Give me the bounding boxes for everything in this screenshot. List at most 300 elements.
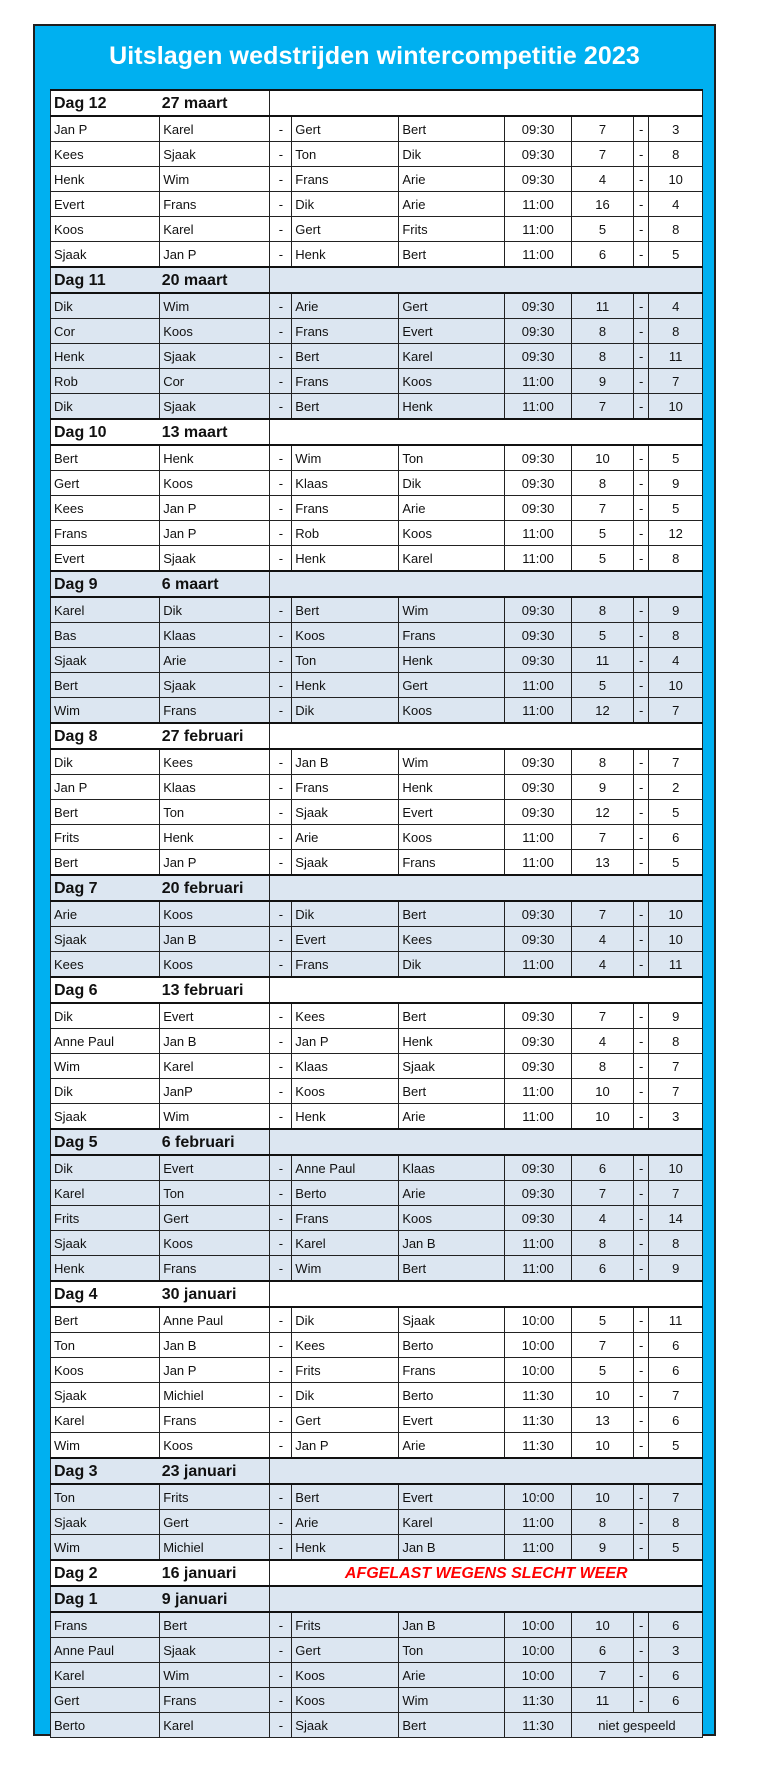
match-time: 11:00 (505, 1104, 572, 1130)
away-score: 11 (649, 344, 703, 369)
away-score: 12 (649, 521, 703, 546)
match-row (51, 1256, 703, 1282)
versus-dash: - (270, 1383, 292, 1408)
versus-dash: - (270, 394, 292, 420)
versus-dash: - (270, 648, 292, 673)
away-player-2: Berto (399, 1383, 505, 1408)
away-player-2: Bert (399, 116, 505, 142)
home-score: 7 (571, 394, 633, 420)
home-score: 10 (571, 1104, 633, 1130)
home-score: 11 (571, 648, 633, 673)
away-score: 6 (649, 1408, 703, 1433)
score-separator: - (634, 1383, 649, 1408)
home-player-2: Frans (160, 698, 270, 724)
match-row (51, 1307, 703, 1333)
away-player-1: Frits (292, 1612, 399, 1638)
versus-dash: - (270, 1638, 292, 1663)
score-separator: - (634, 471, 649, 496)
match-row (51, 648, 703, 673)
match-row (51, 673, 703, 698)
away-player-1: Anne Paul (292, 1155, 399, 1181)
home-player-2: Michiel (160, 1535, 270, 1561)
versus-dash: - (270, 1535, 292, 1561)
home-player-1: Gert (51, 1688, 160, 1713)
home-score: 7 (571, 825, 633, 850)
versus-dash: - (270, 344, 292, 369)
match-time: 09:30 (505, 901, 572, 927)
away-score: 3 (649, 116, 703, 142)
home-player-1: Kees (51, 952, 160, 978)
match-row (51, 293, 703, 319)
away-player-1: Dik (292, 192, 399, 217)
match-row (51, 521, 703, 546)
match-time: 09:30 (505, 648, 572, 673)
away-player-1: Frans (292, 319, 399, 344)
day-label: Dag 6 (51, 977, 160, 1003)
home-player-2: Evert (160, 1003, 270, 1029)
match-row (51, 952, 703, 978)
match-row (51, 1484, 703, 1510)
day-header-fill (270, 267, 703, 293)
match-time: 09:30 (505, 293, 572, 319)
away-player-1: Bert (292, 1484, 399, 1510)
away-score: 5 (649, 496, 703, 521)
away-player-1: Henk (292, 1535, 399, 1561)
versus-dash: - (270, 698, 292, 724)
match-row (51, 1003, 703, 1029)
match-row (51, 1383, 703, 1408)
home-score: 10 (571, 1433, 633, 1459)
score-separator: - (634, 1612, 649, 1638)
match-row (51, 1358, 703, 1383)
match-time: 11:00 (505, 369, 572, 394)
home-score: 10 (571, 1383, 633, 1408)
match-time: 09:30 (505, 116, 572, 142)
match-row (51, 344, 703, 369)
home-player-2: Dik (160, 597, 270, 623)
away-score: 6 (649, 1358, 703, 1383)
home-score: 6 (571, 1256, 633, 1282)
home-player-2: Frits (160, 1484, 270, 1510)
match-row (51, 698, 703, 724)
versus-dash: - (270, 1433, 292, 1459)
match-time: 09:30 (505, 1054, 572, 1079)
home-player-2: Jan B (160, 1333, 270, 1358)
match-row (51, 1510, 703, 1535)
home-player-2: Evert (160, 1155, 270, 1181)
away-player-1: Henk (292, 546, 399, 572)
day-label: Dag 11 (51, 267, 160, 293)
match-row (51, 217, 703, 242)
home-score: 8 (571, 471, 633, 496)
away-player-1: Wim (292, 445, 399, 471)
versus-dash: - (270, 242, 292, 268)
home-player-2: Klaas (160, 775, 270, 800)
away-player-1: Arie (292, 1510, 399, 1535)
match-time: 09:30 (505, 1181, 572, 1206)
home-player-2: Cor (160, 369, 270, 394)
away-player-1: Dik (292, 1307, 399, 1333)
score-separator: - (634, 1358, 649, 1383)
home-player-2: Henk (160, 445, 270, 471)
match-time: 11:00 (505, 850, 572, 876)
away-player-2: Frits (399, 217, 505, 242)
score-separator: - (634, 521, 649, 546)
day-header-row (51, 1129, 703, 1155)
home-player-1: Frans (51, 521, 160, 546)
match-time: 10:00 (505, 1638, 572, 1663)
home-score: 7 (571, 496, 633, 521)
versus-dash: - (270, 1663, 292, 1688)
day-header-fill (270, 571, 703, 597)
match-time: 11:00 (505, 1231, 572, 1256)
match-row (51, 1333, 703, 1358)
match-row (51, 1688, 703, 1713)
day-date: 16 januari (160, 1560, 270, 1586)
home-player-2: Kees (160, 749, 270, 775)
home-player-1: Henk (51, 344, 160, 369)
match-row (51, 1181, 703, 1206)
away-player-1: Jan P (292, 1433, 399, 1459)
match-row (51, 1155, 703, 1181)
match-row (51, 394, 703, 420)
away-score: 9 (649, 1256, 703, 1282)
away-player-2: Bert (399, 1256, 505, 1282)
day-label: Dag 7 (51, 875, 160, 901)
versus-dash: - (270, 673, 292, 698)
away-score: 10 (649, 1155, 703, 1181)
away-player-2: Koos (399, 825, 505, 850)
home-player-1: Gert (51, 471, 160, 496)
away-score: 8 (649, 319, 703, 344)
versus-dash: - (270, 1231, 292, 1256)
score-separator: - (634, 1408, 649, 1433)
away-player-2: Dik (399, 471, 505, 496)
day-label: Dag 8 (51, 723, 160, 749)
versus-dash: - (270, 1079, 292, 1104)
home-player-2: Koos (160, 1231, 270, 1256)
score-separator: - (634, 597, 649, 623)
versus-dash: - (270, 825, 292, 850)
away-player-1: Koos (292, 623, 399, 648)
away-player-2: Koos (399, 698, 505, 724)
away-player-1: Gert (292, 1408, 399, 1433)
match-time: 11:30 (505, 1688, 572, 1713)
home-player-1: Karel (51, 597, 160, 623)
match-time: 09:30 (505, 319, 572, 344)
away-player-2: Evert (399, 319, 505, 344)
away-player-1: Koos (292, 1079, 399, 1104)
match-row (51, 800, 703, 825)
home-player-1: Karel (51, 1663, 160, 1688)
versus-dash: - (270, 850, 292, 876)
home-player-1: Rob (51, 369, 160, 394)
away-player-1: Gert (292, 116, 399, 142)
match-row (51, 471, 703, 496)
home-player-2: Sjaak (160, 344, 270, 369)
away-player-1: Dik (292, 1383, 399, 1408)
score-separator: - (634, 673, 649, 698)
day-date: 27 februari (160, 723, 270, 749)
match-time: 09:30 (505, 597, 572, 623)
home-score: 7 (571, 901, 633, 927)
away-player-2: Karel (399, 1510, 505, 1535)
home-score: 5 (571, 1358, 633, 1383)
match-time: 11:00 (505, 1510, 572, 1535)
home-score: 12 (571, 800, 633, 825)
away-player-1: Koos (292, 1688, 399, 1713)
cancellation-notice: AFGELAST WEGENS SLECHT WEER (270, 1560, 703, 1586)
away-score: 7 (649, 369, 703, 394)
day-label: Dag 9 (51, 571, 160, 597)
match-row (51, 116, 703, 142)
match-row (51, 1104, 703, 1130)
versus-dash: - (270, 1029, 292, 1054)
results-frame (33, 24, 716, 1736)
match-time: 09:30 (505, 1003, 572, 1029)
match-time: 11:00 (505, 1535, 572, 1561)
match-time: 11:30 (505, 1713, 572, 1738)
home-score: 10 (571, 1079, 633, 1104)
home-player-1: Jan P (51, 775, 160, 800)
match-row (51, 242, 703, 268)
match-time: 11:30 (505, 1408, 572, 1433)
day-label: Dag 3 (51, 1458, 160, 1484)
home-score: 6 (571, 1638, 633, 1663)
away-player-2: Koos (399, 521, 505, 546)
home-score: 8 (571, 597, 633, 623)
score-separator: - (634, 1433, 649, 1459)
away-player-1: Jan B (292, 749, 399, 775)
match-row (51, 1079, 703, 1104)
home-player-1: Frits (51, 825, 160, 850)
score-separator: - (634, 1054, 649, 1079)
home-player-1: Dik (51, 394, 160, 420)
day-header-fill (270, 723, 703, 749)
away-score: 5 (649, 445, 703, 471)
away-player-2: Arie (399, 1663, 505, 1688)
home-score: 8 (571, 1231, 633, 1256)
away-player-2: Evert (399, 800, 505, 825)
away-score: 11 (649, 1307, 703, 1333)
match-time: 11:00 (505, 217, 572, 242)
match-time: 09:30 (505, 1029, 572, 1054)
home-player-1: Koos (51, 217, 160, 242)
home-score: 6 (571, 1155, 633, 1181)
day-date: 20 maart (160, 267, 270, 293)
score-separator: - (634, 1510, 649, 1535)
match-time: 11:00 (505, 394, 572, 420)
away-player-1: Wim (292, 1256, 399, 1282)
score-separator: - (634, 1003, 649, 1029)
match-row (51, 1433, 703, 1459)
home-player-1: Sjaak (51, 1104, 160, 1130)
versus-dash: - (270, 546, 292, 572)
away-player-2: Klaas (399, 1155, 505, 1181)
match-row (51, 445, 703, 471)
match-row (51, 142, 703, 167)
score-separator: - (634, 242, 649, 268)
away-player-1: Koos (292, 1663, 399, 1688)
home-player-2: Gert (160, 1206, 270, 1231)
score-separator: - (634, 1155, 649, 1181)
match-time: 09:30 (505, 749, 572, 775)
versus-dash: - (270, 597, 292, 623)
home-score: 4 (571, 167, 633, 192)
home-score: 7 (571, 1003, 633, 1029)
score-separator: - (634, 1079, 649, 1104)
away-player-1: Bert (292, 394, 399, 420)
day-header-row (51, 419, 703, 445)
home-player-2: Sjaak (160, 673, 270, 698)
home-player-2: Wim (160, 293, 270, 319)
home-score: 7 (571, 116, 633, 142)
home-player-1: Bert (51, 445, 160, 471)
match-row (51, 1535, 703, 1561)
away-score: 7 (649, 1383, 703, 1408)
home-player-1: Jan P (51, 116, 160, 142)
home-player-1: Dik (51, 1079, 160, 1104)
match-row (51, 1408, 703, 1433)
day-label: Dag 12 (51, 90, 160, 116)
match-note: niet gespeeld (571, 1713, 702, 1738)
away-score: 7 (649, 1079, 703, 1104)
away-score: 9 (649, 1003, 703, 1029)
away-player-1: Frans (292, 167, 399, 192)
score-separator: - (634, 217, 649, 242)
away-player-1: Kees (292, 1003, 399, 1029)
home-player-1: Sjaak (51, 1510, 160, 1535)
day-header-row (51, 977, 703, 1003)
score-separator: - (634, 1231, 649, 1256)
score-separator: - (634, 1307, 649, 1333)
home-player-1: Arie (51, 901, 160, 927)
home-score: 5 (571, 217, 633, 242)
versus-dash: - (270, 142, 292, 167)
home-player-2: Henk (160, 825, 270, 850)
day-header-row (51, 90, 703, 116)
match-time: 10:00 (505, 1307, 572, 1333)
away-player-1: Ton (292, 648, 399, 673)
home-score: 13 (571, 1408, 633, 1433)
day-header-fill (270, 90, 703, 116)
match-row (51, 319, 703, 344)
home-player-2: Anne Paul (160, 1307, 270, 1333)
away-player-1: Sjaak (292, 1713, 399, 1738)
day-header-row (51, 1586, 703, 1612)
match-row (51, 1612, 703, 1638)
versus-dash: - (270, 1713, 292, 1738)
home-player-2: Karel (160, 1713, 270, 1738)
score-separator: - (634, 1663, 649, 1688)
away-score: 8 (649, 1029, 703, 1054)
away-score: 4 (649, 192, 703, 217)
day-header-row (51, 1560, 703, 1586)
away-player-2: Henk (399, 1029, 505, 1054)
versus-dash: - (270, 1003, 292, 1029)
away-player-1: Henk (292, 673, 399, 698)
results-table (50, 89, 703, 1738)
day-label: Dag 2 (51, 1560, 160, 1586)
versus-dash: - (270, 749, 292, 775)
home-player-1: Sjaak (51, 242, 160, 268)
versus-dash: - (270, 293, 292, 319)
score-separator: - (634, 1029, 649, 1054)
away-player-1: Sjaak (292, 850, 399, 876)
versus-dash: - (270, 369, 292, 394)
home-player-1: Frans (51, 1612, 160, 1638)
away-player-2: Bert (399, 1079, 505, 1104)
day-header-fill (270, 1458, 703, 1484)
match-time: 10:00 (505, 1333, 572, 1358)
away-player-1: Ton (292, 142, 399, 167)
home-player-2: Wim (160, 1104, 270, 1130)
match-row (51, 369, 703, 394)
home-score: 5 (571, 673, 633, 698)
versus-dash: - (270, 901, 292, 927)
away-score: 6 (649, 825, 703, 850)
home-score: 7 (571, 142, 633, 167)
away-player-2: Jan B (399, 1231, 505, 1256)
score-separator: - (634, 496, 649, 521)
home-score: 7 (571, 1333, 633, 1358)
match-time: 09:30 (505, 927, 572, 952)
score-separator: - (634, 825, 649, 850)
home-player-1: Sjaak (51, 648, 160, 673)
home-player-1: Henk (51, 1256, 160, 1282)
home-player-2: Ton (160, 1181, 270, 1206)
versus-dash: - (270, 775, 292, 800)
home-player-1: Kees (51, 496, 160, 521)
away-score: 6 (649, 1663, 703, 1688)
home-score: 7 (571, 1663, 633, 1688)
away-player-2: Evert (399, 1408, 505, 1433)
home-player-2: Sjaak (160, 394, 270, 420)
match-time: 11:00 (505, 698, 572, 724)
score-separator: - (634, 167, 649, 192)
away-player-1: Frans (292, 1206, 399, 1231)
match-row (51, 623, 703, 648)
match-row (51, 597, 703, 623)
home-score: 4 (571, 1029, 633, 1054)
versus-dash: - (270, 116, 292, 142)
home-player-2: Klaas (160, 623, 270, 648)
home-player-1: Wim (51, 1054, 160, 1079)
home-score: 8 (571, 344, 633, 369)
versus-dash: - (270, 1510, 292, 1535)
away-player-1: Gert (292, 1638, 399, 1663)
score-separator: - (634, 142, 649, 167)
home-player-1: Sjaak (51, 927, 160, 952)
away-player-1: Bert (292, 597, 399, 623)
versus-dash: - (270, 1206, 292, 1231)
away-player-2: Ton (399, 445, 505, 471)
away-score: 5 (649, 1535, 703, 1561)
away-player-2: Gert (399, 673, 505, 698)
home-score: 5 (571, 1307, 633, 1333)
match-time: 11:00 (505, 1079, 572, 1104)
away-player-2: Bert (399, 1003, 505, 1029)
home-score: 6 (571, 242, 633, 268)
away-player-1: Evert (292, 927, 399, 952)
home-player-1: Wim (51, 698, 160, 724)
versus-dash: - (270, 1104, 292, 1130)
match-time: 09:30 (505, 344, 572, 369)
versus-dash: - (270, 1307, 292, 1333)
match-row (51, 192, 703, 217)
away-player-1: Henk (292, 1104, 399, 1130)
home-player-2: Frans (160, 1256, 270, 1282)
